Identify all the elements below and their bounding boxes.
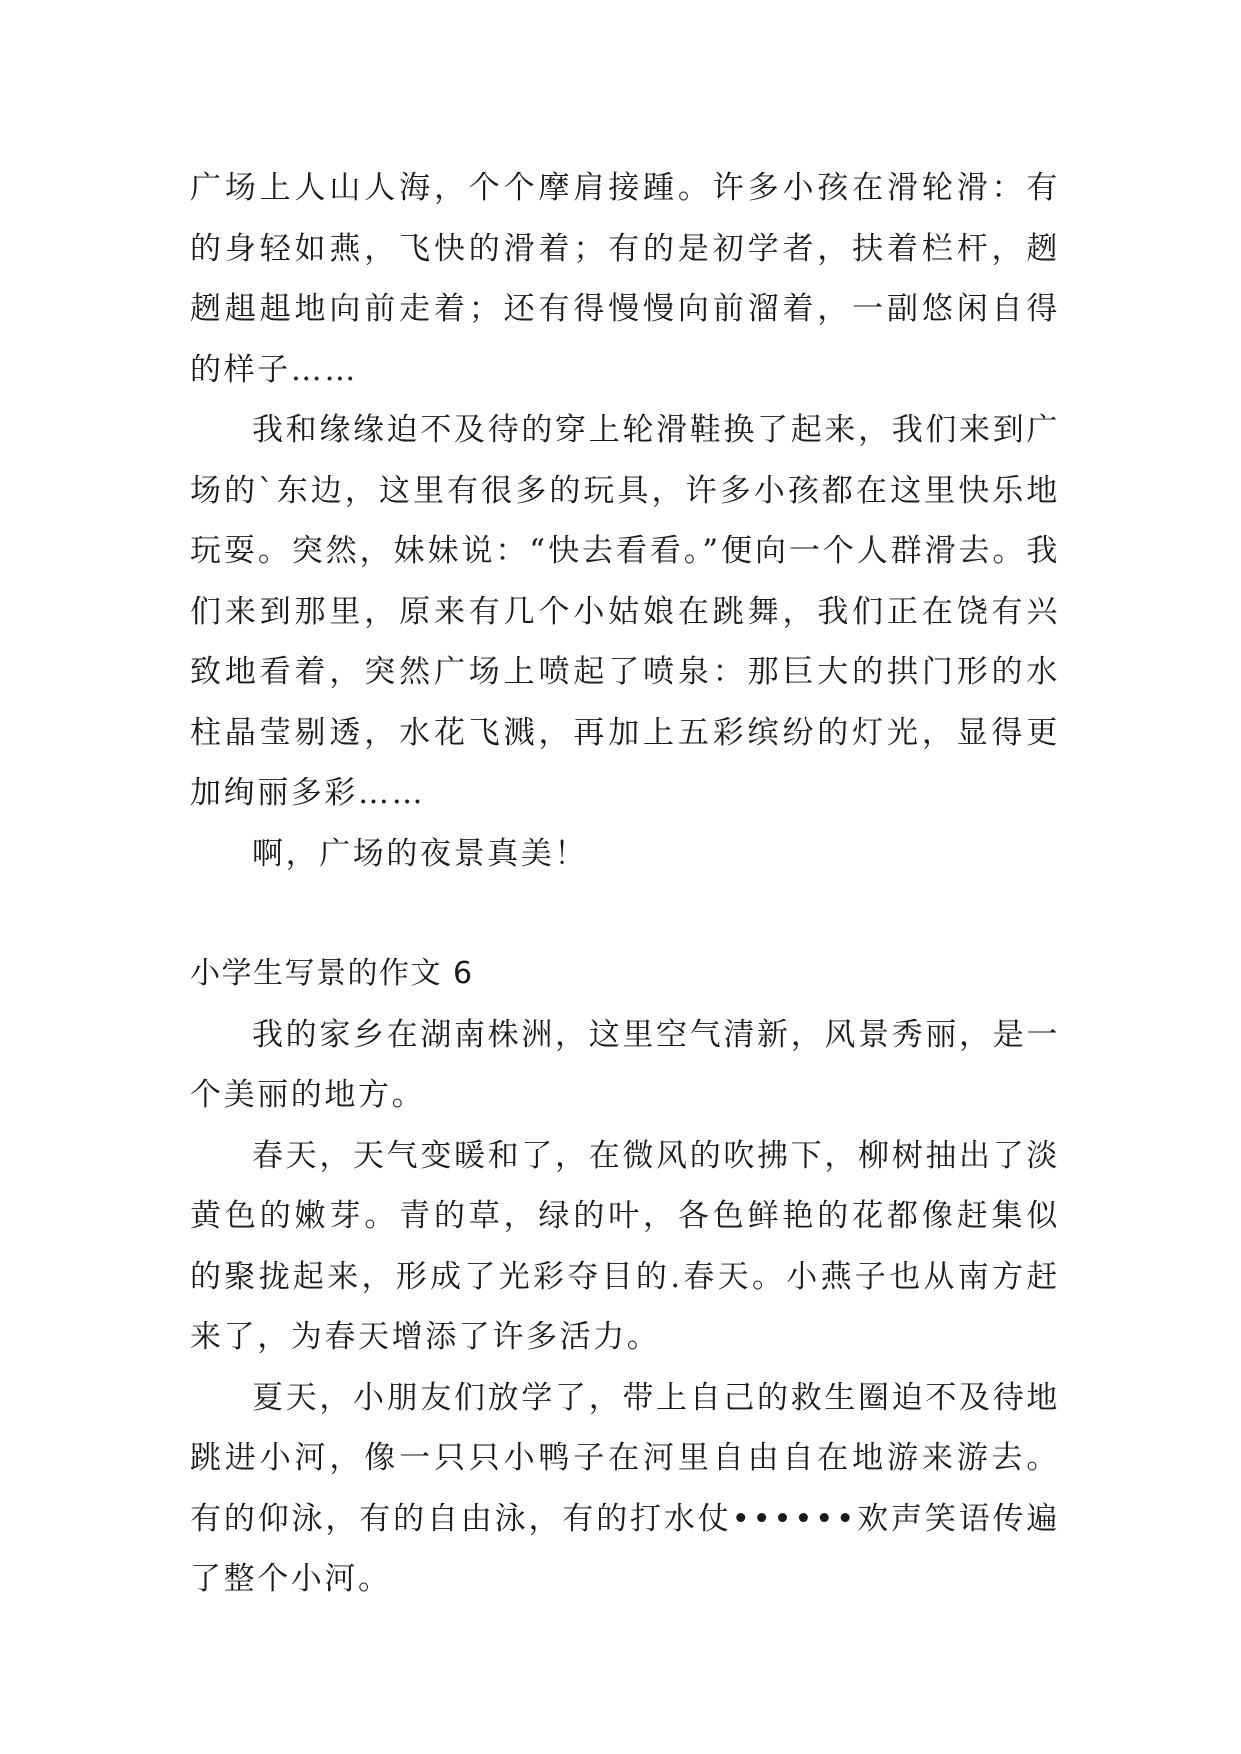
paragraph-summer: 夏天，小朋友们放学了，带上自己的救生圈迫不及待地跳进小河，像一只只小鸭子在河里自由自在地游来游去。有的仰泳，有的自由泳，有的打水仗••••••欢声笑语传遍了整个小河。	[190, 1379, 1060, 1597]
paragraph-fountain: 我和缘缘迫不及待的穿上轮滑鞋换了起来，我们来到广场的`东边，这里有很多的玩具，许多小孩都在这里快乐地玩耍。突然，妹妹说：“快去看看。”便向一个人群滑去。我们来到那里，原来有几个小姑娘在跳舞，我们正在饶有兴致地看着，突然广场上喷起了喷泉：那巨大的拱门形的水柱晶莹剔透，水花飞溅，再加上五彩缤纷的灯光，显得更加绚丽多彩……	[190, 412, 1060, 811]
paragraph-exclamation: 啊，广场的夜景真美！	[252, 835, 588, 872]
paragraph-square-crowd: 广场上人山人海，个个摩肩接踵。许多小孩在滑轮滑：有的身轻如燕，飞快的滑着；有的是初学者，扶着栏杆，趔趔趄趄地向前走着；还有得慢慢向前溜着，一副悠闲自得的样子……	[190, 170, 1060, 388]
section-spacer	[190, 884, 1060, 944]
essay-heading: 小学生写景的作文 6	[190, 956, 474, 991]
paragraph-hometown: 我的家乡在湖南株洲，这里空气清新，风景秀丽，是一个美丽的地方。	[190, 1016, 1060, 1113]
paragraph-spring: 春天，天气变暖和了，在微风的吹拂下，柳树抽出了淡黄色的嫩芽。青的草，绿的叶，各色鲜艳的花都像赶集似的聚拢起来，形成了光彩夺目的.春天。小燕子也从南方赶来了，为春天增添了许多活力。	[190, 1137, 1060, 1355]
document-body	[190, 158, 1060, 1610]
